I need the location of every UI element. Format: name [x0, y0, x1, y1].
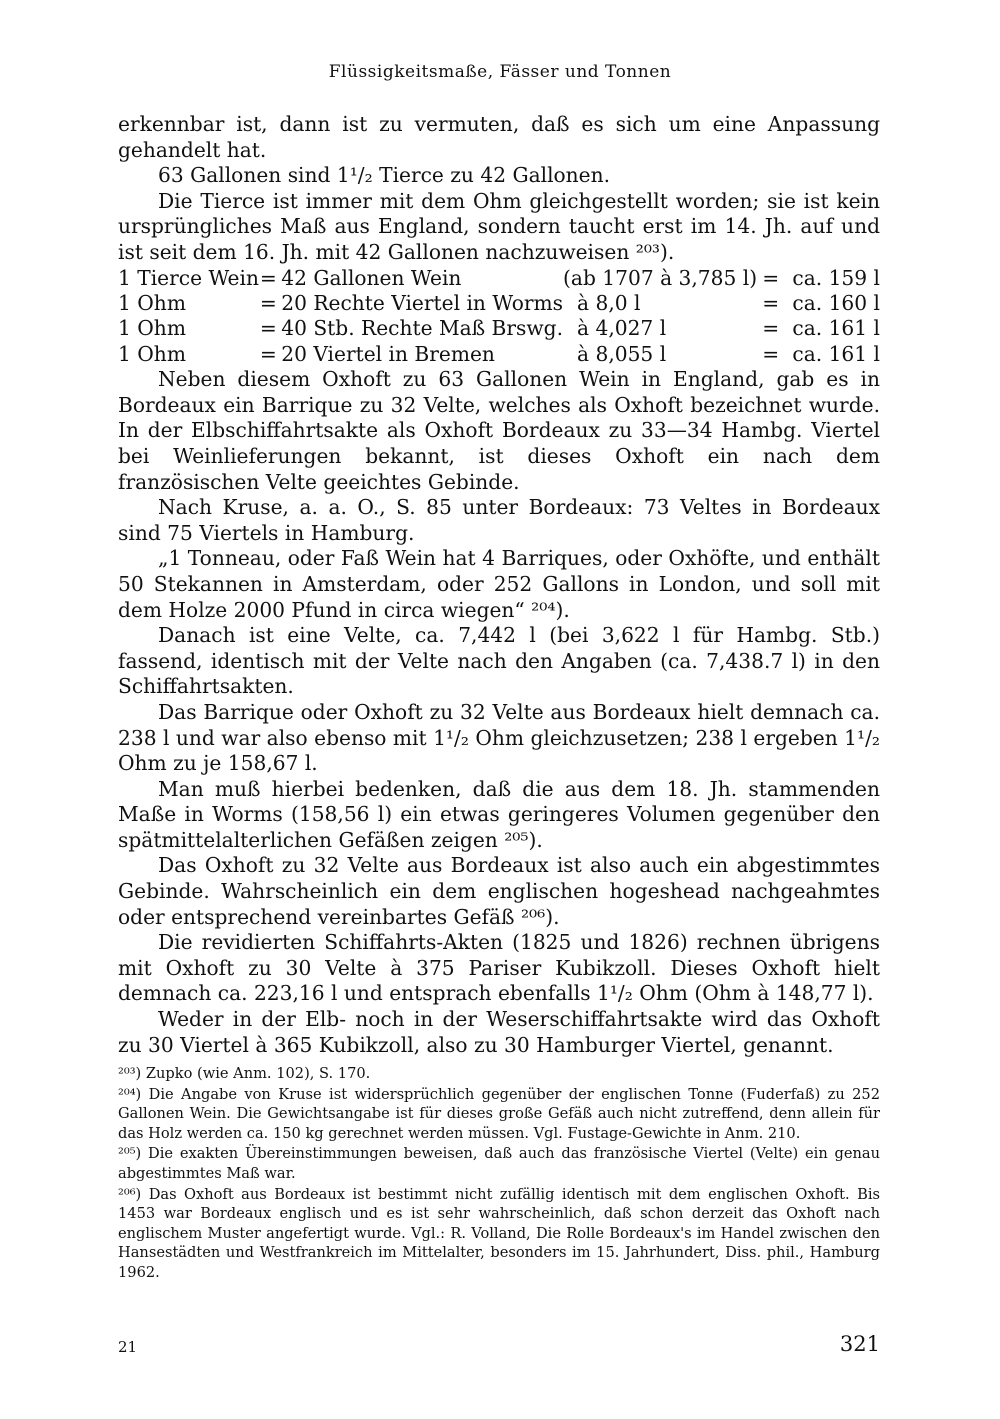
main-text [118, 112, 880, 1058]
paragraph: Das Oxhoft zu 32 Velte aus Bordeaux ist also auch ein abgestimmtes Gebinde. Wahrscheinlich ein dem englischen hogeshead nachgeahmtes oder entsprechend vereinbartes Gefäß ²⁰⁶). [118, 853, 880, 929]
table-cell: 20 Rechte Viertel in Worms [281, 290, 564, 315]
paragraph: Neben diesem Oxhoft zu 63 Gallonen Wein in England, gab es in Bordeaux ein Barrique zu 32 Velte, welches als Oxhoft bezeichnet wurde. In der Elbschiffahrtsakte als Oxhoft Bordeaux zu 33—34 Hambg. Viertel bei Weinlieferungen bekannt, ist dieses Oxhoft ein nach dem französischen Velte geeichtes Gebinde. [118, 367, 880, 494]
table-cell: 20 Viertel in Bremen [281, 341, 495, 366]
table-cell: = [259, 265, 277, 290]
table-cell: = [762, 341, 780, 366]
table-cell: ca. 160 l [792, 290, 880, 315]
paragraph: Das Barrique oder Oxhoft zu 32 Velte aus Bordeaux hielt demnach ca. 238 l und war also ebenso mit 1¹/₂ Ohm gleichzusetzen; 238 l ergeben 1¹/₂ Ohm zu je 158,67 l. [118, 699, 880, 776]
table-cell: 1 Ohm [118, 316, 186, 341]
table-cell: à 8,0 l [577, 290, 641, 315]
table-cell: à 8,055 l [577, 341, 667, 366]
paragraph: Danach ist eine Velte, ca. 7,442 l (bei 3,622 l für Hambg. Stb.) fassend, identisch mit der Velte nach den Angaben (ca. 7,438.7 l) in den Schiffahrtsakten. [118, 623, 880, 699]
paragraph: Nach Kruse, a. a. O., S. 85 unter Bordeaux: 73 Veltes in Bordeaux sind 75 Viertels in Hamburg. [118, 495, 880, 545]
signature-mark: 21 [118, 1338, 138, 1356]
table-cell: 40 Stb. Rechte Maß Brswg. [281, 316, 564, 341]
table-cell: 1 Tierce Wein [118, 265, 259, 290]
table-cell: à 4,027 l [577, 316, 667, 341]
table-cell: 42 Gallonen Wein [281, 265, 462, 290]
measure-table [118, 266, 880, 368]
footnotes [118, 1064, 880, 1284]
footnote: ²⁰³) Zupko (wie Anm. 102), S. 170. [118, 1065, 371, 1082]
table-cell: 1 Ohm [118, 341, 186, 366]
table-cell: (ab 1707 à 3,785 l) [563, 265, 758, 290]
footnote: ²⁰⁴) Die Angabe von Kruse ist widersprüchlich gegenüber der englischen Tonne (Fuderfaß) zu 252 Gallonen Wein. Die Gewichtsangabe ist für dieses große Gefäß auch nicht zutreffend, denn allein für das Holz werden ca. 150 kg gerechnet werden müssen. Vgl. Fustage-Gewichte in Anm. 210. [118, 1085, 880, 1142]
table-cell: = [762, 316, 780, 341]
table-cell: ca. 159 l [792, 265, 880, 290]
table-row [118, 266, 880, 291]
page-number: 321 [839, 1332, 880, 1356]
paragraph: erkennbar ist, dann ist zu vermuten, daß es sich um eine Anpassung gehandelt hat. [118, 112, 880, 162]
table-cell: = [762, 290, 780, 315]
paragraph: 63 Gallonen sind 1¹/₂ Tierce zu 42 Gallonen. [158, 163, 611, 188]
table-row [118, 291, 880, 316]
table-cell: = [259, 316, 277, 341]
paragraph: Die Tierce ist immer mit dem Ohm gleichgestellt worden; sie ist kein ursprüngliches Maß aus England, sondern taucht erst im 14. Jh. auf und ist seit dem 16. Jh. mit 42 Gallonen nachzuweisen ²⁰³). [118, 188, 880, 264]
footnote: ²⁰⁶) Das Oxhoft aus Bordeaux ist bestimmt nicht zufällig identisch mit dem englischen Oxhoft. Bis 1453 war Bordeaux englisch und es ist sehr wahrscheinlich, daß schon derzeit das Oxhoft nach englischem Muster angefertigt wurde. Vgl.: R. Volland, Die Rolle Bordeaux's im Handel zwischen den Hansestädten und Westfrankreich im Mittelalter, besonders im 15. Jahrhundert, Diss. phil., Hamburg 1962. [118, 1185, 880, 1281]
table-cell: = [259, 290, 277, 315]
table-row [118, 316, 880, 341]
table-cell: ca. 161 l [792, 341, 880, 366]
running-header: Flüssigkeitsmaße, Fässer und Tonnen [328, 62, 672, 82]
paragraph: Die revidierten Schiffahrts-Akten (1825 und 1826) rechnen übrigens mit Oxhoft zu 30 Velte à 375 Pariser Kubikzoll. Dieses Oxhoft hielt demnach ca. 223,16 l und entsprach ebenfalls 1¹/₂ Ohm (Ohm à 148,77 l). [118, 930, 880, 1006]
table-cell: = [762, 265, 780, 290]
table-cell: 1 Ohm [118, 290, 186, 315]
table-row [118, 342, 880, 367]
table-cell: ca. 161 l [792, 316, 880, 341]
table-cell: = [259, 341, 277, 366]
paragraph: Man muß hierbei bedenken, daß die aus dem 18. Jh. stammenden Maße in Worms (158,56 l) ein etwas geringeres Volumen gegenüber den spätmittelalterlichen Gefäßen zeigen ²⁰⁵). [118, 776, 880, 852]
paragraph: „1 Tonneau, oder Faß Wein hat 4 Barriques, oder Oxhöfte, und enthält 50 Stekannen in Amsterdam, oder 252 Gallons in London, und soll mit dem Holze 2000 Pfund in circa wiegen“ ²⁰⁴). [118, 546, 880, 622]
footnote: ²⁰⁵) Die exakten Übereinstimmungen beweisen, daß auch das französische Viertel (Velte) ein genau abgestimmtes Maß war. [118, 1145, 880, 1182]
paragraph: Weder in der Elb- noch in der Weserschiffahrtsakte wird das Oxhoft zu 30 Viertel à 365 Kubikzoll, also zu 30 Hamburger Viertel, genannt. [118, 1007, 880, 1057]
